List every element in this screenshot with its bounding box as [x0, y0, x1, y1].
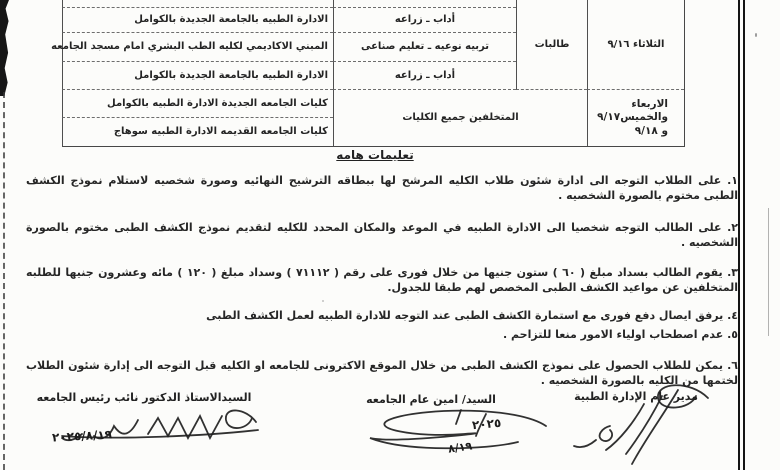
vice-president-title: السيدالاستاذ الدكتور نائب رئيس الجامعه — [36, 391, 252, 404]
date-tuesday-label: الثلاثاء ٩/١٦ — [607, 38, 665, 50]
latecomers-cell: المتخلفين جميع الكليات — [333, 90, 587, 147]
instructions-list — [26, 173, 738, 388]
date-line: الاربعاء — [631, 97, 668, 110]
date-cell-tuesday — [587, 0, 684, 90]
faculty-cell: أداب ـ زراعه — [333, 8, 516, 33]
secretary-general-title: السيد/ امين عام الجامعه — [366, 393, 496, 406]
location-cell: المبني الاكاديمي لكليه الطب البشري امام مسجد الجامعه — [62, 33, 333, 62]
scan-edge-artifact — [0, 0, 9, 96]
page-frame-line-outer — [738, 0, 740, 470]
table-row — [62, 90, 684, 118]
faculty-cell: أداب ـ زراعه — [333, 62, 516, 90]
secretary-handwritten-year: ٢٠٢٥ — [471, 415, 502, 433]
secretary-handwritten-date: ٨/١٩ — [447, 439, 473, 456]
medical-director-signature-scrawl — [540, 374, 720, 469]
date-line: و ٩/١٨ — [634, 124, 668, 137]
table-row — [62, 0, 684, 8]
scan-artifact-line — [768, 208, 769, 336]
instructions-heading: تعليمات هامه — [336, 148, 414, 162]
instruction-item-3: ٣. يقوم الطالب بسداد مبلغ ( ٦٠ ) ستون جنيها من خلال فورى على رقم ( ٧١١١٢ ) وسداد مبلغ ( ١٢٠ ) مائه وعشرون جنيها للطلبه المتخلفين عن مواعيد الكشف الطبى المخصص لهم طبقا للجدول. — [26, 266, 738, 294]
location-cell: الادارة الطبيه بالجامعة الجديدة بالكوامل — [62, 62, 333, 90]
instruction-item-6: ٦. يمكن للطلاب الحصول على نموذج الكشف الطبى من خلال الموقع الاكترونى للجامعه او الكليه قبل التوجه الى إدارة شئون الطلاب لختمها من الكليه بالصورة الشخصيه . — [26, 359, 738, 387]
location-cell: الادارة الطبيه بالجامعة الجديدة بالكوامل — [62, 8, 333, 33]
scan-speck — [755, 33, 757, 37]
instruction-item-4: ٤. يرفق ايصال دفع فورى مع استمارة الكشف الطبى عند التوجه للادارة الطبيه لعمل الكشف الطبى — [206, 309, 738, 322]
instruction-item-5: ٥. عدم اصطحاب اولياء الامور منعا للتزاحم . — [503, 328, 738, 341]
location-cell: كليات الجامعه الجديدة الادارة الطبيه بالكوامل — [62, 90, 333, 118]
students-group-cell — [516, 0, 587, 90]
page-frame-line-inner — [743, 0, 745, 470]
medical-director-title: مدير عام الإدارة الطبية — [574, 390, 698, 403]
date-line: والخميس٩/١٧ — [597, 111, 668, 124]
faculty-cell-cut — [333, 0, 516, 8]
faculty-cell: تربيه نوعيه ـ تعليم صناعى — [333, 33, 516, 62]
vice-president-handwritten-date: ٢٠٢٥/٨/١٩ — [51, 427, 113, 445]
instruction-item-1: ١. على الطلاب التوجه الى ادارة شئون طلاب الكليه المرشح لها ببطاقه الترشيح النهائيه وصورة شخصيه لاستلام نموذج الكشف الطبى مختوم بالصورة الشخصيه . — [26, 174, 738, 202]
location-cell: كليات الجامعه القديمه الادارة الطبيه سوهاج — [62, 118, 333, 147]
scan-edge-line — [3, 92, 5, 470]
date-cell-wed-thu — [587, 90, 684, 147]
students-group-label: طالبات — [534, 38, 570, 50]
instruction-item-2: ٢. على الطالب التوجه شخصيا الى الادارة الطبيه في الموعد والمكان المحدد للكليه لتقديم نموذج الكشف الطبى مختوم بالصورة الشخصيه . — [26, 221, 738, 249]
location-cell-cut — [62, 0, 333, 8]
medical-exam-schedule-table — [51, 0, 685, 147]
